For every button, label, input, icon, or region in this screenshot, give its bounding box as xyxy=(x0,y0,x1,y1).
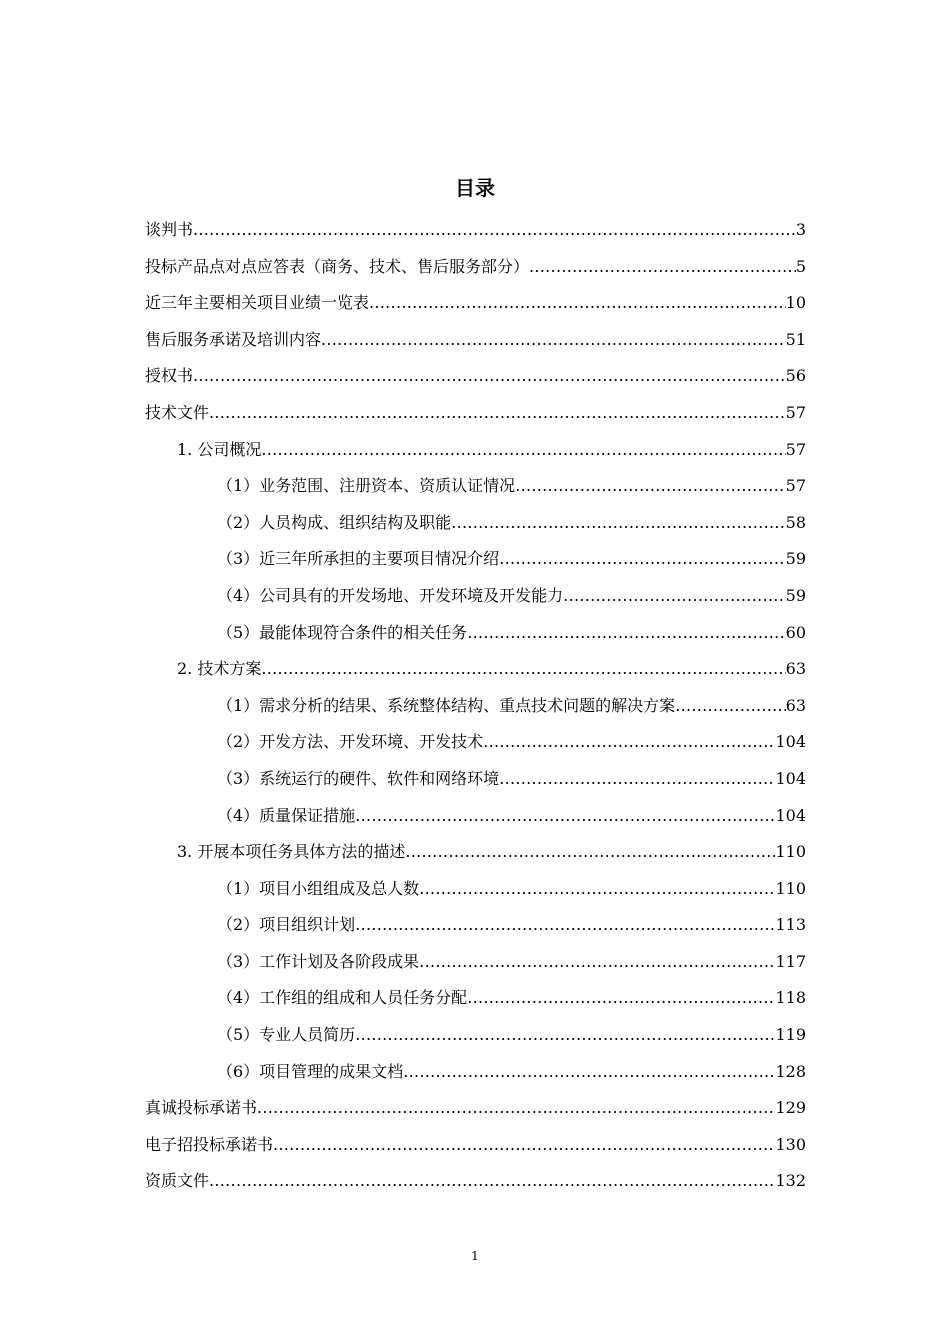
toc-entry-page-number: 113 xyxy=(775,915,806,935)
toc-entry-page-number: 119 xyxy=(775,1025,806,1045)
toc-entry-page-number: 130 xyxy=(775,1134,806,1154)
toc-dot-leader xyxy=(419,944,775,981)
toc-entry-title: 谈判书 xyxy=(145,220,194,239)
toc-entry-page-number: 63 xyxy=(785,695,806,715)
toc-dot-leader xyxy=(499,541,785,578)
toc-entry-title: （6）项目管理的成果文档 xyxy=(217,1061,404,1081)
toc-entry-title: （2）开发方法、开发环境、开发技术 xyxy=(217,732,484,752)
toc-dot-leader xyxy=(369,285,786,322)
toc-entry-page-number: 128 xyxy=(775,1061,806,1081)
toc-entry-title: （2）人员构成、组织结构及职能 xyxy=(217,512,452,532)
toc-entry-title: （3）近三年所承担的主要项目情况介绍 xyxy=(217,549,500,569)
toc-dot-leader xyxy=(193,358,786,395)
toc-dot-leader xyxy=(193,212,796,249)
toc-dot-leader xyxy=(209,395,786,432)
toc-entry-page-number: 104 xyxy=(775,805,806,825)
toc-dot-leader xyxy=(467,980,775,1017)
toc-entry-page-number: 117 xyxy=(775,951,806,971)
toc-entry-title: （4）质量保证措施 xyxy=(217,805,356,825)
toc-entry-page-number: 58 xyxy=(785,512,806,532)
toc-dot-leader xyxy=(257,1090,775,1127)
toc-entry-title: 电子招投标承诺书 xyxy=(145,1134,274,1154)
toc-entry-page-number: 10 xyxy=(785,293,806,313)
toc-entry-page-number: 118 xyxy=(775,988,806,1008)
toc-entry-page-number: 132 xyxy=(775,1171,806,1191)
toc-entry-title: 1. 公司概况 xyxy=(177,439,262,459)
toc-dot-leader xyxy=(403,1054,775,1091)
toc-dot-leader xyxy=(261,432,785,469)
toc-dot-leader xyxy=(499,761,775,798)
toc-entry-title: 近三年主要相关项目业绩一览表 xyxy=(145,293,370,313)
toc-entry-title: （3）系统运行的硬件、软件和网络环境 xyxy=(217,768,500,788)
toc-entry-title: （2）项目组织计划 xyxy=(217,915,356,935)
toc-entry-title: （4）工作组的组成和人员任务分配 xyxy=(217,988,468,1008)
toc-entry-page-number: 129 xyxy=(775,1098,806,1118)
toc-entry[interactable] xyxy=(145,834,806,871)
toc-dot-leader xyxy=(321,322,786,359)
toc-entry[interactable] xyxy=(145,1127,806,1164)
toc-entry-title: 真诚投标承诺书 xyxy=(145,1098,258,1118)
toc-entry[interactable] xyxy=(145,249,806,286)
toc-entry[interactable] xyxy=(145,212,806,249)
toc-entry-title: 授权书 xyxy=(145,366,194,386)
page-title: 目录 xyxy=(455,176,495,200)
toc-entry-title: （3）工作计划及各阶段成果 xyxy=(217,951,420,971)
toc-entry[interactable] xyxy=(145,505,806,542)
toc-entry-title: 3. 开展本项任务具体方法的描述 xyxy=(177,842,406,862)
toc-entry-title: 售后服务承诺及培训内容 xyxy=(145,329,322,349)
toc-entry-page-number: 110 xyxy=(775,842,806,862)
toc-entry-page-number: 59 xyxy=(785,549,806,569)
toc-entry[interactable] xyxy=(145,724,806,761)
toc-dot-leader xyxy=(405,834,775,871)
toc-entry-page-number: 51 xyxy=(785,329,806,349)
toc-entry-page-number: 59 xyxy=(785,585,806,605)
toc-dot-leader xyxy=(355,1017,775,1054)
toc-entry[interactable] xyxy=(145,468,806,505)
toc-entry[interactable] xyxy=(145,578,806,615)
toc-entry[interactable] xyxy=(145,871,806,908)
toc-entry-page-number: 57 xyxy=(785,402,806,422)
toc-dot-leader xyxy=(529,249,796,286)
toc-dot-leader xyxy=(515,468,785,505)
toc-entry[interactable] xyxy=(145,395,806,432)
toc-entry-title: 技术文件 xyxy=(145,402,210,422)
toc-entry[interactable] xyxy=(145,322,806,359)
toc-entry[interactable] xyxy=(145,1163,806,1200)
toc-entry-title: 资质文件 xyxy=(145,1171,210,1191)
toc-dot-leader xyxy=(675,688,785,725)
toc-dot-leader xyxy=(273,1127,775,1164)
toc-entry[interactable] xyxy=(145,761,806,798)
toc-entry-title: （5）最能体现符合条件的相关任务 xyxy=(217,622,468,642)
toc-entry-page-number: 63 xyxy=(785,659,806,679)
toc-entry[interactable] xyxy=(145,907,806,944)
toc-entry[interactable] xyxy=(145,358,806,395)
toc-entry-page-number: 104 xyxy=(775,732,806,752)
toc-dot-leader xyxy=(355,907,775,944)
toc-dot-leader xyxy=(419,871,775,908)
table-of-contents xyxy=(145,212,806,1200)
toc-entry[interactable] xyxy=(145,944,806,981)
toc-entry[interactable] xyxy=(145,1090,806,1127)
toc-entry-title: （1）业务范围、注册资本、资质认证情况 xyxy=(217,476,516,496)
toc-entry[interactable] xyxy=(145,980,806,1017)
toc-entry[interactable] xyxy=(145,688,806,725)
toc-entry-title: （5）专业人员简历 xyxy=(217,1025,356,1045)
toc-entry-page-number: 60 xyxy=(785,622,806,642)
toc-entry-page-number: 3 xyxy=(795,220,806,239)
toc-entry[interactable] xyxy=(145,615,806,652)
toc-entry-title: （1）项目小组组成及总人数 xyxy=(217,878,420,898)
toc-entry-title: 投标产品点对点应答表（商务、技术、售后服务部分） xyxy=(145,256,530,276)
toc-entry[interactable] xyxy=(145,1017,806,1054)
page-number: 1 xyxy=(471,1249,479,1263)
toc-dot-leader xyxy=(563,578,785,615)
toc-dot-leader xyxy=(483,724,775,761)
toc-dot-leader xyxy=(355,798,775,835)
toc-dot-leader xyxy=(467,615,785,652)
toc-entry[interactable] xyxy=(145,798,806,835)
toc-entry-title: （1）需求分析的结果、系统整体结构、重点技术问题的解决方案 xyxy=(217,695,676,715)
toc-entry[interactable] xyxy=(145,1054,806,1091)
toc-entry-page-number: 57 xyxy=(785,476,806,496)
toc-entry-page-number: 5 xyxy=(795,256,806,276)
toc-entry-title: （4）公司具有的开发场地、开发环境及开发能力 xyxy=(217,585,564,605)
toc-dot-leader xyxy=(261,651,785,688)
toc-entry[interactable] xyxy=(145,651,806,688)
toc-entry-page-number: 104 xyxy=(775,768,806,788)
toc-dot-leader xyxy=(451,505,785,542)
toc-entry-page-number: 56 xyxy=(785,366,806,386)
toc-entry[interactable] xyxy=(145,432,806,469)
toc-entry-page-number: 57 xyxy=(785,439,806,459)
toc-entry-page-number: 110 xyxy=(775,878,806,898)
toc-entry[interactable] xyxy=(145,541,806,578)
toc-entry-title: 2. 技术方案 xyxy=(177,659,262,679)
toc-dot-leader xyxy=(209,1163,775,1200)
toc-entry[interactable] xyxy=(145,285,806,322)
